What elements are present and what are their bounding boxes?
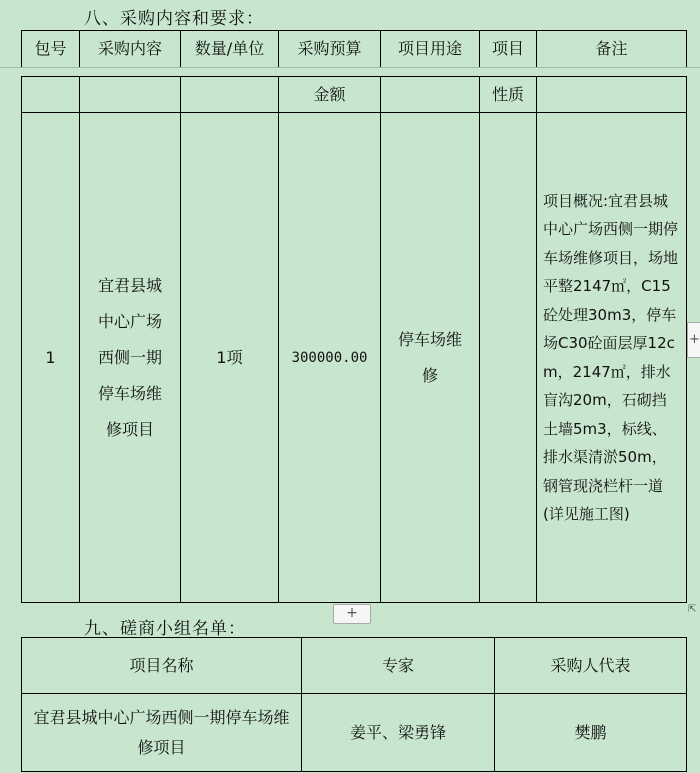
section-9-title: 九、磋商小组名单： [84, 619, 246, 639]
header-budget: 采购预算 [279, 31, 381, 68]
subheader-quantity [181, 77, 279, 113]
panel-header-row [22, 638, 687, 694]
add-row-icon[interactable]: + [333, 604, 371, 624]
table-row [22, 113, 687, 603]
subheader-content [80, 77, 181, 113]
cell-use [381, 113, 480, 603]
procurement-table [21, 76, 687, 603]
subheader-package [22, 77, 80, 113]
panel-row [22, 694, 687, 772]
header-quantity: 数量/单位 [181, 31, 279, 68]
use-text: 停车场维修 [397, 329, 462, 385]
panel-header-experts: 专家 [302, 638, 495, 694]
resize-handle-icon[interactable]: ⇱ [688, 604, 697, 615]
subheader-nature: 性质 [480, 77, 537, 113]
page-break-line [0, 67, 700, 68]
cell-package: 1 [22, 113, 80, 603]
panel-cell-rep: 樊鹏 [495, 694, 687, 772]
panel-project-text: 宜君县城中心广场西侧一期停车场维修项目 [33, 707, 290, 757]
subheader-note [537, 77, 687, 113]
cell-nature [480, 113, 537, 603]
cell-quantity: 1项 [181, 113, 279, 603]
subheader-use [381, 77, 480, 113]
header-note: 备注 [537, 31, 687, 68]
cell-note [537, 113, 687, 603]
procurement-table-header [21, 30, 687, 68]
panel-cell-project [22, 694, 302, 772]
table-subheader-row [22, 77, 687, 113]
content-text: 宜君县城中心广场西侧一期停车场维修项目 [97, 275, 162, 439]
panel-header-project: 项目名称 [22, 638, 302, 694]
panel-header-rep: 采购人代表 [495, 638, 687, 694]
add-column-icon[interactable]: + [687, 322, 700, 358]
header-content: 采购内容 [80, 31, 181, 68]
header-package: 包号 [22, 31, 80, 68]
subheader-amount: 金额 [279, 77, 381, 113]
panel-cell-experts: 姜平、梁勇锋 [302, 694, 495, 772]
cell-content [80, 113, 181, 603]
header-use: 项目用途 [381, 31, 480, 68]
header-project: 项目 [480, 31, 537, 68]
section-8-title: 八、采购内容和要求： [84, 9, 264, 29]
panel-list-table [21, 637, 687, 772]
note-text: 项目概况:宜君县城中心广场西侧一期停车场维修项目，场地平整2147㎡，C15砼处理30m3，停车场C30砼面层厚12cm，2147㎡，排水盲沟20m，石砌挡土墙5m3，标线、排水渠清淤50m，钢管现浇栏杆一道(详见施工图) [543, 191, 679, 523]
table-header-row [22, 31, 687, 68]
cell-budget: 300000.00 [279, 113, 381, 603]
